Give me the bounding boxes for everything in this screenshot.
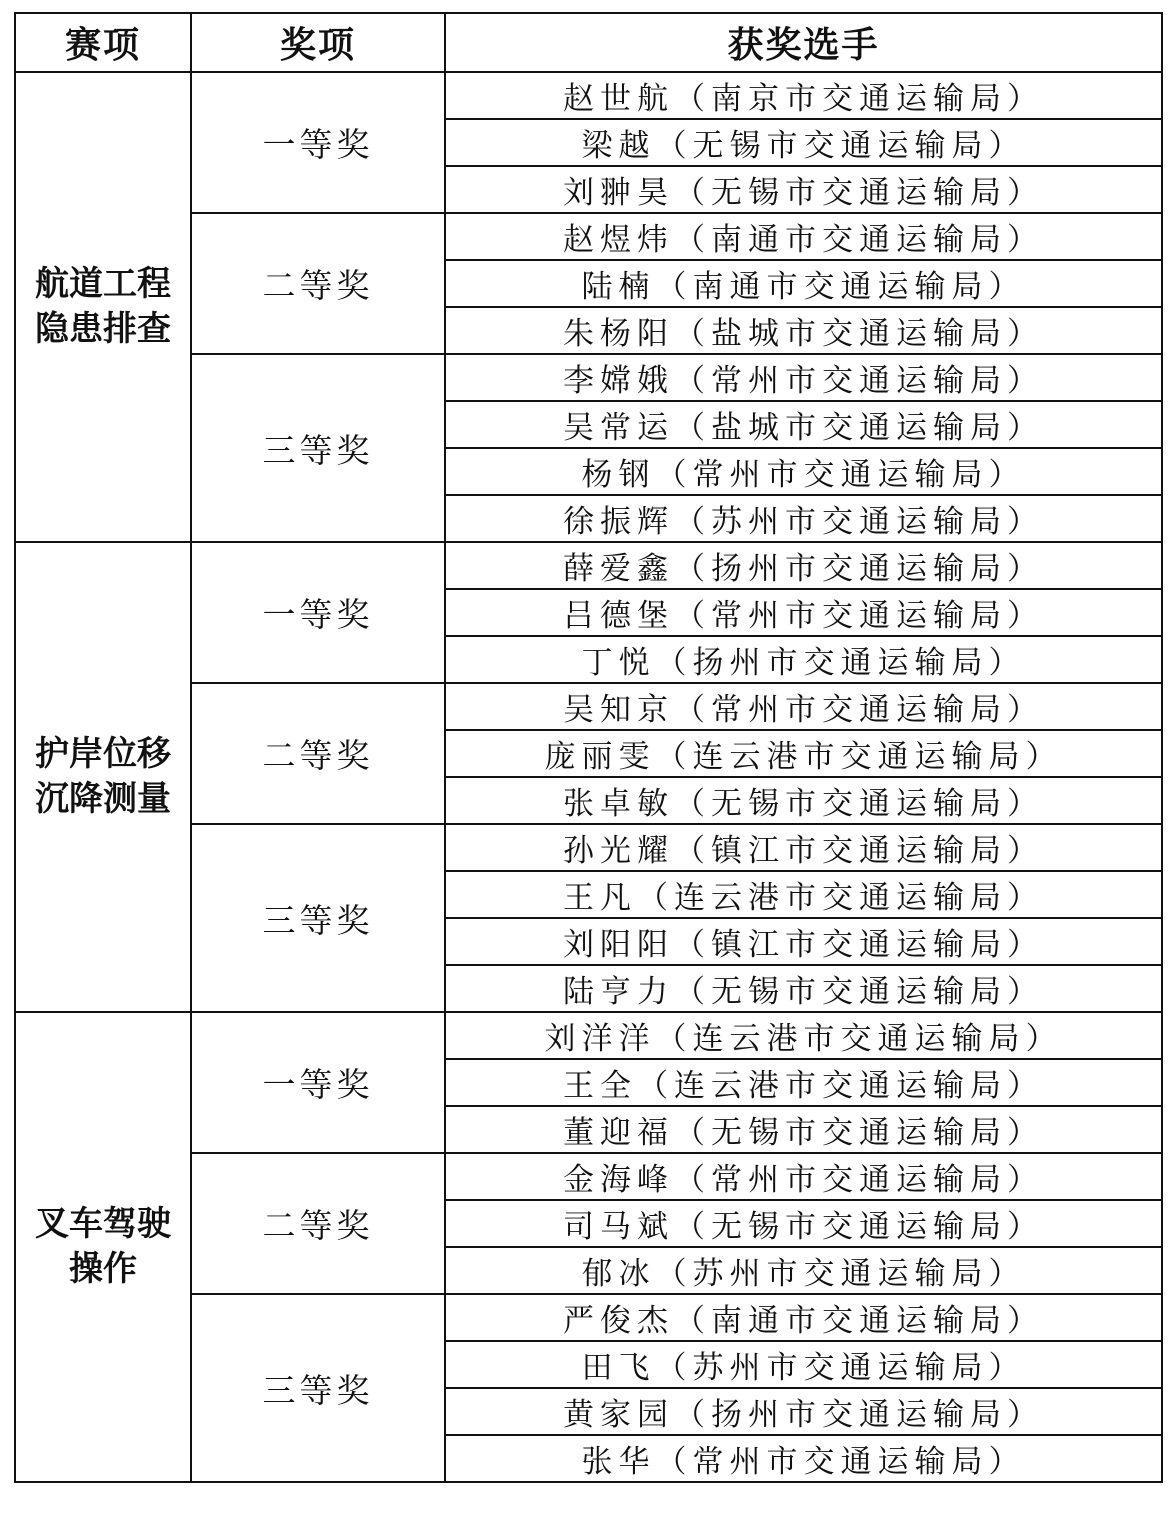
header-winner: 获奖选手: [445, 13, 1162, 72]
header-row: [15, 13, 1162, 72]
winner-cell: 丁悦（扬州市交通运输局）: [445, 636, 1162, 683]
winner-cell: 刘阳阳（镇江市交通运输局）: [445, 918, 1162, 965]
winner-cell: 田飞（苏州市交通运输局）: [445, 1341, 1162, 1388]
event-name-line: 操作: [69, 1249, 137, 1289]
winner-cell: 王凡（连云港市交通运输局）: [445, 871, 1162, 918]
winner-cell: 刘翀昊（无锡市交通运输局）: [445, 166, 1162, 213]
winner-cell: 杨钢（常州市交通运输局）: [445, 448, 1162, 495]
award-level-cell: 二等奖: [191, 1153, 445, 1294]
event-name-line: 隐患排查: [35, 309, 171, 349]
winner-cell: 朱杨阳（盐城市交通运输局）: [445, 307, 1162, 354]
winner-cell: 张华（常州市交通运输局）: [445, 1435, 1162, 1482]
event-name-cell: [15, 1012, 191, 1482]
header-level: 奖项: [191, 13, 445, 72]
event-name-cell: [15, 72, 191, 542]
winner-cell: 郁冰（苏州市交通运输局）: [445, 1247, 1162, 1294]
award-level-cell: 三等奖: [191, 824, 445, 1012]
table-row: [15, 72, 1162, 119]
table-row: [15, 1012, 1162, 1059]
event-name-line: 叉车驾驶: [35, 1204, 171, 1245]
event-name-line: 沉降测量: [35, 779, 171, 819]
winner-cell: 赵世航（南京市交通运输局）: [445, 72, 1162, 119]
award-level-cell: 三等奖: [191, 354, 445, 542]
award-level-cell: 三等奖: [191, 1294, 445, 1482]
winner-cell: 吴知京（常州市交通运输局）: [445, 683, 1162, 730]
table-row: [15, 542, 1162, 589]
award-level-cell: 一等奖: [191, 72, 445, 213]
winner-cell: 孙光耀（镇江市交通运输局）: [445, 824, 1162, 871]
header-event: 赛项: [15, 13, 191, 72]
table-body: [15, 72, 1162, 1482]
event-name-line: 护岸位移: [35, 734, 171, 775]
winner-cell: 徐振辉（苏州市交通运输局）: [445, 495, 1162, 542]
winner-cell: 张卓敏（无锡市交通运输局）: [445, 777, 1162, 824]
winner-cell: 薛爱鑫（扬州市交通运输局）: [445, 542, 1162, 589]
winner-cell: 李嫦娥（常州市交通运输局）: [445, 354, 1162, 401]
winner-cell: 司马斌（无锡市交通运输局）: [445, 1200, 1162, 1247]
winner-cell: 赵煜炜（南通市交通运输局）: [445, 213, 1162, 260]
event-name-line: 航道工程: [35, 264, 171, 305]
winner-cell: 董迎福（无锡市交通运输局）: [445, 1106, 1162, 1153]
winner-cell: 刘洋洋（连云港市交通运输局）: [445, 1012, 1162, 1059]
winner-cell: 严俊杰（南通市交通运输局）: [445, 1294, 1162, 1341]
awards-table: [14, 12, 1163, 1483]
winner-cell: 黄家园（扬州市交通运输局）: [445, 1388, 1162, 1435]
award-level-cell: 二等奖: [191, 683, 445, 824]
event-name-cell: [15, 542, 191, 1012]
winner-cell: 吴常运（盐城市交通运输局）: [445, 401, 1162, 448]
winner-cell: 金海峰（常州市交通运输局）: [445, 1153, 1162, 1200]
award-level-cell: 二等奖: [191, 213, 445, 354]
winner-cell: 陆亨力（无锡市交通运输局）: [445, 965, 1162, 1012]
winner-cell: 王全（连云港市交通运输局）: [445, 1059, 1162, 1106]
winner-cell: 陆楠（南通市交通运输局）: [445, 260, 1162, 307]
winner-cell: 梁越（无锡市交通运输局）: [445, 119, 1162, 166]
award-level-cell: 一等奖: [191, 1012, 445, 1153]
winner-cell: 庞丽雯（连云港市交通运输局）: [445, 730, 1162, 777]
award-level-cell: 一等奖: [191, 542, 445, 683]
winner-cell: 吕德堡（常州市交通运输局）: [445, 589, 1162, 636]
